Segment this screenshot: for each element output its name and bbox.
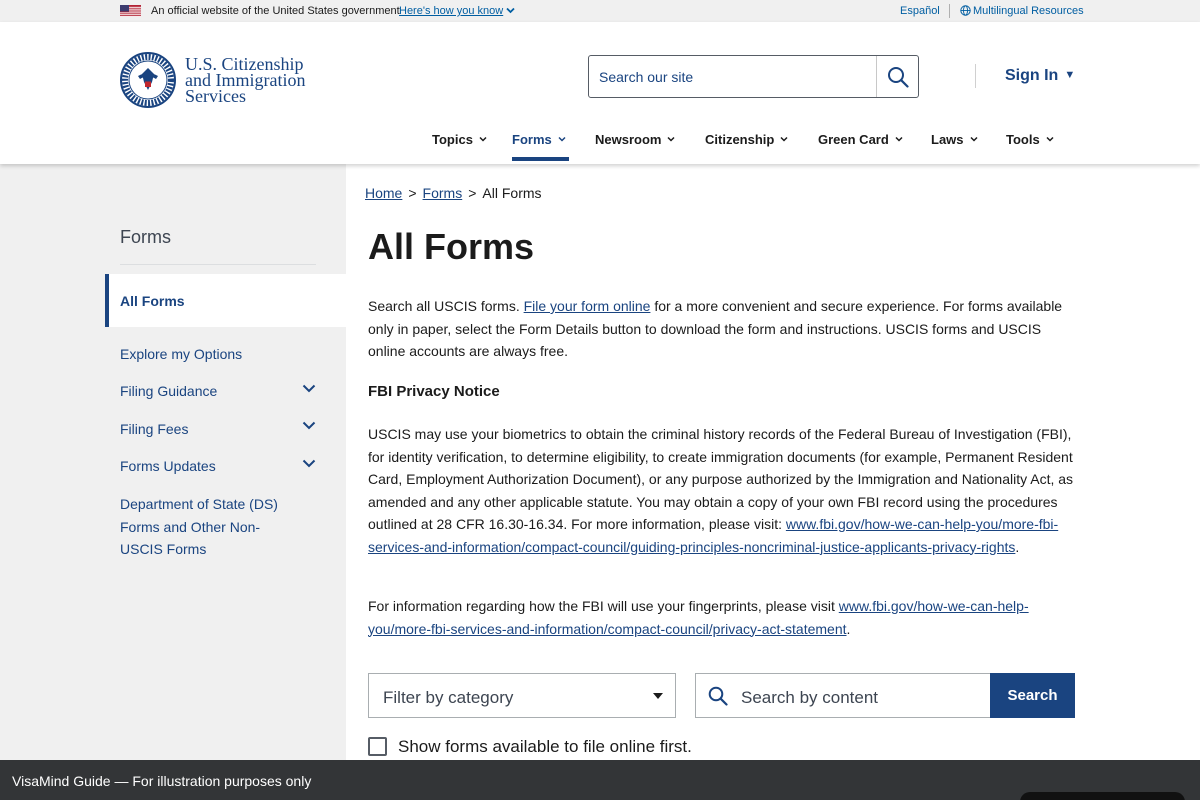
sidebar-title: Forms: [120, 227, 171, 247]
breadcrumb-separator: >: [408, 185, 417, 201]
intro-text-pre: Search all USCIS forms.: [368, 298, 524, 314]
nav-topics[interactable]: [432, 132, 487, 147]
online-first-checkbox[interactable]: [368, 737, 387, 756]
fingerprint-period: .: [846, 620, 851, 637]
watermark-text: VisaMind Guide — For illustration purposes only: [12, 773, 312, 789]
nav-green-card[interactable]: [818, 132, 903, 147]
chevron-down-icon: [479, 135, 487, 143]
nav-citizenship[interactable]: [705, 132, 788, 147]
privacy-heading: FBI Privacy Notice: [368, 383, 500, 400]
category-filter-value: Filter by category: [383, 688, 514, 707]
nav-forms-label: Forms: [512, 132, 552, 147]
privacy-text: USCIS may use your biometrics to obtain the criminal history records of the Federal Bureau of Investigation (FBI), for identity verification, to determine eligibility, to create immigration documents (for example, Permanent Resident Card, Employment Authorization Document), or any purpose authorized by the Immigration and Nationality Act, as amended and any other applicable statute. You may obtain a copy of your own FBI record using the procedures outlined at 28 CFR 16.30-16.34. For more information, please visit:: [368, 426, 1074, 532]
sidebar-item-explore-options[interactable]: Explore my Options: [120, 346, 243, 362]
us-flag-icon: [120, 5, 141, 17]
agency-name-line3: Services: [185, 86, 246, 106]
nav-topics-label: Topics: [432, 132, 473, 147]
breadcrumb-home-link[interactable]: Home: [365, 185, 403, 201]
nav-forms[interactable]: [512, 132, 566, 147]
breadcrumb: [365, 185, 542, 201]
online-first-label[interactable]: Show forms available to file online first.: [398, 737, 692, 756]
chevron-down-icon: [780, 135, 788, 143]
header-divider: [975, 64, 976, 88]
nav-newsroom[interactable]: [595, 132, 675, 147]
fingerprint-paragraph: [368, 595, 1080, 640]
search-divider: [876, 56, 877, 97]
agency-name-line1: U.S. Citizenship: [185, 54, 304, 74]
how-you-know-label: Here's how you know: [399, 5, 504, 17]
privacy-act-link[interactable]: www.fbi.gov/how-we-can-help-you/more-fbi-services-and-information/compact-council/privacy-act-statement: [368, 598, 1029, 637]
search-icon: [708, 686, 728, 706]
file-online-link[interactable]: File your form online: [523, 298, 651, 314]
espanol-link[interactable]: Español: [900, 5, 940, 17]
chevron-down-icon[interactable]: [302, 421, 316, 430]
breadcrumb-current: All Forms: [482, 185, 542, 201]
agency-name-line2: and Immigration: [185, 70, 306, 90]
chevron-down-icon: [667, 135, 675, 143]
site-search-box[interactable]: [588, 55, 919, 98]
sidebar-item-dos-forms[interactable]: Department of State (DS) Forms and Other Non-USCIS Forms: [120, 496, 278, 557]
globe-icon: [960, 5, 971, 16]
sign-in-button[interactable]: [1005, 67, 1075, 85]
chevron-down-icon[interactable]: [302, 459, 316, 468]
chevron-down-icon: [506, 7, 515, 14]
nav-newsroom-label: Newsroom: [595, 132, 662, 147]
sidebar-item-forms-updates[interactable]: Forms Updates: [120, 458, 216, 474]
nav-active-indicator: [512, 157, 569, 161]
main-content: [346, 164, 1200, 800]
how-you-know-link[interactable]: [399, 5, 515, 17]
nav-citizenship-label: Citizenship: [705, 132, 775, 147]
chevron-down-icon: [895, 135, 903, 143]
content-search-placeholder: Search by content: [741, 688, 879, 707]
sidebar-divider: [120, 264, 316, 265]
sidebar-item-label: All Forms: [120, 293, 185, 309]
privacy-paragraph: [368, 423, 1080, 558]
sidebar-nav: [0, 164, 346, 800]
multilingual-resources-link[interactable]: [960, 5, 1084, 17]
search-icon[interactable]: [887, 66, 909, 88]
category-filter-select[interactable]: [368, 673, 676, 718]
page-title: All Forms: [368, 226, 535, 267]
breadcrumb-separator: >: [468, 185, 477, 201]
sidebar-item-filing-guidance[interactable]: Filing Guidance: [120, 383, 218, 399]
dhs-seal-logo[interactable]: [120, 52, 176, 108]
content-search-input[interactable]: [695, 673, 991, 718]
breadcrumb-forms-link[interactable]: Forms: [422, 185, 463, 201]
nav-green-card-label: Green Card: [818, 132, 889, 147]
sidebar-item-all-forms[interactable]: [105, 274, 346, 327]
chevron-down-icon[interactable]: [302, 384, 316, 393]
official-website-text: An official website of the United States government: [151, 5, 400, 17]
multilingual-label: Multilingual Resources: [973, 5, 1084, 17]
intro-paragraph: [368, 295, 1080, 363]
fingerprint-text: For information regarding how the FBI will use your fingerprints, please visit: [368, 598, 839, 614]
nav-tools-label: Tools: [1006, 132, 1040, 147]
chevron-down-icon: [1046, 135, 1054, 143]
chevron-down-icon: [558, 135, 566, 143]
nav-tools[interactable]: [1006, 132, 1054, 147]
privacy-rights-link[interactable]: www.fbi.gov/how-we-can-help-you/more-fbi-services-and-information/compact-council/guiding-principles-noncriminal-justice-applicants-privacy-rights: [368, 516, 1059, 555]
agency-name[interactable]: [185, 56, 305, 104]
sign-in-label: Sign In: [1005, 67, 1059, 84]
floating-chat-button[interactable]: [1020, 792, 1185, 800]
privacy-period: .: [1015, 538, 1020, 555]
site-header: [0, 22, 1200, 164]
watermark-bar: [0, 760, 1200, 800]
search-button[interactable]: Search: [990, 673, 1075, 718]
gov-banner: [0, 0, 1200, 22]
sidebar-item-filing-fees[interactable]: Filing Fees: [120, 421, 189, 437]
dropdown-arrow-icon: [653, 693, 663, 699]
banner-divider: [949, 4, 950, 18]
intro-text-post: for a more convenient and secure experience. For forms available only in paper, select the Form Details button to download the form and instructions. USCIS forms and USCIS online accounts are always free.: [368, 298, 1063, 359]
main-nav: [0, 128, 1200, 162]
caret-down-icon: ▼: [1064, 69, 1076, 81]
site-search-input[interactable]: Search our site: [599, 69, 694, 85]
nav-laws[interactable]: [931, 132, 978, 147]
nav-laws-label: Laws: [931, 132, 964, 147]
chevron-down-icon: [970, 135, 978, 143]
